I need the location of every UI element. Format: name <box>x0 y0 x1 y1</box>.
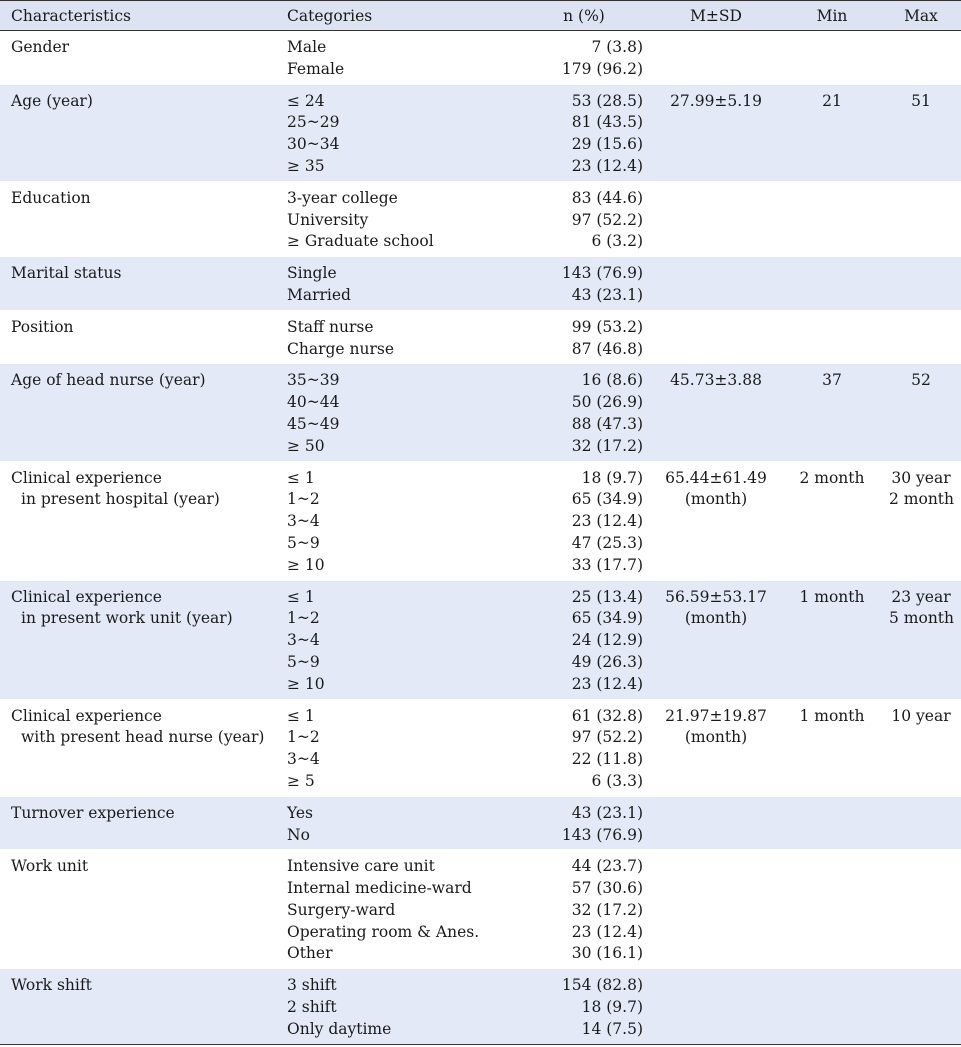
header-row <box>0 1 961 31</box>
categories-cell-line: 3-year college <box>287 188 398 207</box>
categories-cell-line: 25~29 <box>287 113 340 132</box>
categories-cell-line: 3~4 <box>287 512 320 531</box>
n-percent-cell-line: 24 (12.9) <box>571 631 643 650</box>
table-row <box>0 257 961 310</box>
table-row <box>0 462 961 580</box>
max-cell-line: 30 year <box>891 468 951 487</box>
max-cell <box>881 797 961 850</box>
n-percent-cell-line: 6 (3.3) <box>591 771 643 790</box>
categories-cell-line: ≥ 10 <box>287 555 325 574</box>
categories-cell-line: 3~4 <box>287 750 320 769</box>
table-row <box>0 31 961 84</box>
categories-cell-line: ≤ 1 <box>287 468 315 487</box>
max-cell-line: 5 month <box>889 609 955 628</box>
max-cell <box>881 581 961 699</box>
table-row <box>0 797 961 850</box>
n-percent-cell-line: 33 (17.7) <box>571 555 643 574</box>
min-cell <box>783 364 881 460</box>
table-row <box>0 700 961 796</box>
categories-cell-line: Female <box>287 59 345 78</box>
min-cell-line: 1 month <box>799 587 865 606</box>
categories-cell-line: Internal medicine-ward <box>287 879 472 898</box>
n-percent-cell-line: 88 (47.3) <box>571 414 643 433</box>
min-cell <box>783 850 881 968</box>
categories-cell-line: ≤ 1 <box>287 587 315 606</box>
categories-cell-line: Intensive care unit <box>287 857 435 876</box>
min-cell <box>783 581 881 699</box>
characteristic-cell-line: with present head nurse (year) <box>21 728 265 747</box>
n-percent-cell <box>517 969 649 1044</box>
mean-sd-cell-line: 27.99±5.19 <box>670 91 762 110</box>
categories-cell <box>283 85 517 181</box>
n-percent-cell-line: 30 (16.1) <box>571 944 643 963</box>
characteristic-cell-line: Position <box>11 317 74 336</box>
header-categories: Categories <box>283 1 517 31</box>
characteristic-cell <box>0 969 283 1044</box>
n-percent-cell-line: 47 (25.3) <box>571 533 643 552</box>
n-percent-cell-line: 97 (52.2) <box>571 728 643 747</box>
categories-cell <box>283 462 517 580</box>
categories-cell <box>283 797 517 850</box>
categories-cell <box>283 969 517 1044</box>
categories-cell-line: Yes <box>287 803 314 822</box>
mean-sd-cell-line: (month) <box>684 728 748 747</box>
n-percent-cell <box>517 31 649 84</box>
min-cell-line: 37 <box>822 371 842 390</box>
table-row <box>0 364 961 460</box>
categories-cell-line: 30~34 <box>287 135 340 154</box>
n-percent-cell-line: 44 (23.7) <box>571 857 643 876</box>
header-characteristics: Characteristics <box>0 1 283 31</box>
mean-sd-cell <box>649 85 783 181</box>
characteristic-cell-line: Work shift <box>11 976 92 995</box>
n-percent-cell-line: 99 (53.2) <box>571 317 643 336</box>
n-percent-cell-line: 6 (3.2) <box>591 232 643 251</box>
n-percent-cell-line: 83 (44.6) <box>571 188 643 207</box>
min-cell <box>783 700 881 796</box>
categories-cell <box>283 364 517 460</box>
characteristic-cell-line: Gender <box>11 38 70 56</box>
n-percent-cell-line: 43 (23.1) <box>571 803 643 822</box>
categories-cell-line: 3~4 <box>287 631 320 650</box>
characteristic-cell-line: Age (year) <box>11 91 93 110</box>
n-percent-cell <box>517 182 649 256</box>
characteristic-cell-line: Clinical experience <box>11 468 162 487</box>
categories-cell-line: 35~39 <box>287 371 340 390</box>
n-percent-cell <box>517 85 649 181</box>
categories-cell <box>283 257 517 310</box>
n-percent-cell <box>517 797 649 850</box>
n-percent-cell-line: 7 (3.8) <box>591 38 643 56</box>
n-percent-cell-line: 18 (9.7) <box>581 468 643 487</box>
categories-cell-line: No <box>287 825 310 844</box>
characteristic-cell-line: Education <box>11 188 91 207</box>
max-cell <box>881 969 961 1044</box>
categories-cell-line: ≤ 1 <box>287 706 315 725</box>
n-percent-cell-line: 16 (8.6) <box>581 371 643 390</box>
max-cell <box>881 364 961 460</box>
categories-cell <box>283 581 517 699</box>
characteristic-cell-line: in present hospital (year) <box>21 490 220 509</box>
characteristic-cell <box>0 85 283 181</box>
table-row <box>0 85 961 181</box>
n-percent-cell-line: 97 (52.2) <box>571 210 643 229</box>
mean-sd-cell <box>649 31 783 84</box>
n-percent-cell-line: 23 (12.4) <box>571 512 643 531</box>
categories-cell <box>283 31 517 84</box>
categories-cell-line: Male <box>287 38 327 56</box>
min-cell <box>783 257 881 310</box>
n-percent-cell-line: 29 (15.6) <box>571 135 643 154</box>
table-row <box>0 182 961 256</box>
max-cell-line: 10 year <box>891 706 951 725</box>
categories-cell-line: Charge nurse <box>287 339 395 358</box>
mean-sd-cell-line: 21.97±19.87 <box>665 706 767 725</box>
categories-cell <box>283 182 517 256</box>
header-mean-sd: M±SD <box>649 1 783 31</box>
categories-cell <box>283 700 517 796</box>
n-percent-cell-line: 61 (32.8) <box>571 706 643 725</box>
n-percent-cell-line: 179 (96.2) <box>561 59 643 78</box>
n-percent-cell <box>517 311 649 364</box>
n-percent-cell-line: 22 (11.8) <box>571 750 643 769</box>
n-percent-cell-line: 25 (13.4) <box>571 587 643 606</box>
characteristic-cell-line: Marital status <box>11 264 122 283</box>
categories-cell-line: ≥ 50 <box>287 436 325 455</box>
characteristic-cell-line: Clinical experience <box>11 706 162 725</box>
characteristic-cell <box>0 850 283 968</box>
n-percent-cell-line: 143 (76.9) <box>561 264 643 283</box>
categories-cell-line: Other <box>287 944 333 963</box>
mean-sd-cell <box>649 969 783 1044</box>
characteristic-cell <box>0 311 283 364</box>
mean-sd-cell <box>649 581 783 699</box>
categories-cell-line: Operating room & Anes. <box>287 922 480 941</box>
max-cell <box>881 850 961 968</box>
max-cell-line: 2 month <box>889 490 955 509</box>
table-row <box>0 311 961 364</box>
categories-cell-line: ≥ 5 <box>287 771 315 790</box>
categories-cell-line: ≥ 10 <box>287 674 325 693</box>
mean-sd-cell <box>649 364 783 460</box>
min-cell-line: 2 month <box>799 468 865 487</box>
mean-sd-cell <box>649 311 783 364</box>
categories-cell-line: University <box>287 210 369 229</box>
mean-sd-cell-line: (month) <box>684 490 748 509</box>
max-cell <box>881 182 961 256</box>
mean-sd-cell <box>649 700 783 796</box>
characteristic-cell <box>0 700 283 796</box>
categories-cell <box>283 311 517 364</box>
mean-sd-cell-line: (month) <box>684 609 748 628</box>
characteristic-cell <box>0 182 283 256</box>
characteristic-cell <box>0 797 283 850</box>
n-percent-cell-line: 50 (26.9) <box>571 393 643 412</box>
categories-cell-line: 3 shift <box>287 976 337 995</box>
max-cell <box>881 700 961 796</box>
categories-cell <box>283 850 517 968</box>
n-percent-cell <box>517 700 649 796</box>
categories-cell-line: ≤ 24 <box>287 91 325 110</box>
min-cell-line: 1 month <box>799 706 865 725</box>
min-cell <box>783 85 881 181</box>
categories-cell-line: ≥ Graduate school <box>287 232 434 251</box>
n-percent-cell <box>517 462 649 580</box>
categories-cell-line: Married <box>287 285 351 304</box>
min-cell <box>783 969 881 1044</box>
header-n-percent: n (%) <box>517 1 649 31</box>
categories-cell-line: 2 shift <box>287 998 337 1017</box>
mean-sd-cell <box>649 182 783 256</box>
n-percent-cell-line: 23 (12.4) <box>571 922 643 941</box>
n-percent-cell-line: 32 (17.2) <box>571 436 643 455</box>
n-percent-cell <box>517 364 649 460</box>
categories-cell-line: 1~2 <box>287 609 320 628</box>
n-percent-cell <box>517 581 649 699</box>
n-percent-cell-line: 23 (12.4) <box>571 156 643 175</box>
characteristic-cell-line: Age of head nurse (year) <box>11 371 206 390</box>
characteristic-cell <box>0 462 283 580</box>
categories-cell-line: Single <box>287 264 337 283</box>
max-cell-line: 23 year <box>891 587 951 606</box>
table-row <box>0 581 961 699</box>
n-percent-cell-line: 53 (28.5) <box>571 91 643 110</box>
n-percent-cell-line: 81 (43.5) <box>571 113 643 132</box>
table-row <box>0 969 961 1044</box>
table-body <box>0 31 961 1045</box>
n-percent-cell <box>517 257 649 310</box>
max-cell <box>881 311 961 364</box>
characteristic-cell <box>0 257 283 310</box>
n-percent-cell-line: 154 (82.8) <box>561 976 643 995</box>
characteristic-cell-line: in present work unit (year) <box>21 609 233 628</box>
n-percent-cell <box>517 850 649 968</box>
categories-cell-line: Staff nurse <box>287 317 374 336</box>
max-cell <box>881 31 961 84</box>
min-cell <box>783 182 881 256</box>
max-cell <box>881 462 961 580</box>
mean-sd-cell <box>649 797 783 850</box>
n-percent-cell-line: 49 (26.3) <box>571 652 643 671</box>
categories-cell-line: 45~49 <box>287 414 340 433</box>
n-percent-cell-line: 143 (76.9) <box>561 825 643 844</box>
min-cell <box>783 311 881 364</box>
mean-sd-cell-line: 45.73±3.88 <box>670 371 762 390</box>
mean-sd-cell <box>649 257 783 310</box>
mean-sd-cell-line: 56.59±53.17 <box>665 587 767 606</box>
n-percent-cell-line: 23 (12.4) <box>571 674 643 693</box>
characteristic-cell <box>0 364 283 460</box>
n-percent-cell-line: 18 (9.7) <box>581 998 643 1017</box>
characteristic-cell-line: Work unit <box>11 857 89 876</box>
header-min: Min <box>783 1 881 31</box>
max-cell <box>881 85 961 181</box>
n-percent-cell-line: 65 (34.9) <box>571 609 643 628</box>
characteristic-cell-line: Turnover experience <box>11 803 175 822</box>
categories-cell-line: 5~9 <box>287 652 320 671</box>
n-percent-cell-line: 32 (17.2) <box>571 900 643 919</box>
n-percent-cell-line: 87 (46.8) <box>571 339 643 358</box>
min-cell <box>783 462 881 580</box>
n-percent-cell-line: 57 (30.6) <box>571 879 643 898</box>
mean-sd-cell <box>649 850 783 968</box>
max-cell <box>881 257 961 310</box>
characteristic-cell <box>0 31 283 84</box>
table-row <box>0 850 961 968</box>
mean-sd-cell <box>649 462 783 580</box>
header-max: Max <box>881 1 961 31</box>
categories-cell-line: 1~2 <box>287 490 320 509</box>
min-cell-line: 21 <box>822 91 842 110</box>
mean-sd-cell-line: 65.44±61.49 <box>665 468 767 487</box>
n-percent-cell-line: 65 (34.9) <box>571 490 643 509</box>
n-percent-cell-line: 14 (7.5) <box>581 1019 643 1038</box>
categories-cell-line: Only daytime <box>287 1019 392 1038</box>
n-percent-cell-line: 43 (23.1) <box>571 285 643 304</box>
categories-cell-line: 5~9 <box>287 533 320 552</box>
characteristic-cell-line: Clinical experience <box>11 587 162 606</box>
characteristic-cell <box>0 581 283 699</box>
min-cell <box>783 31 881 84</box>
categories-cell-line: Surgery-ward <box>287 900 396 919</box>
max-cell-line: 51 <box>911 91 931 110</box>
categories-cell-line: ≥ 35 <box>287 156 325 175</box>
min-cell <box>783 797 881 850</box>
categories-cell-line: 40~44 <box>287 393 340 412</box>
max-cell-line: 52 <box>911 371 931 390</box>
categories-cell-line: 1~2 <box>287 728 320 747</box>
